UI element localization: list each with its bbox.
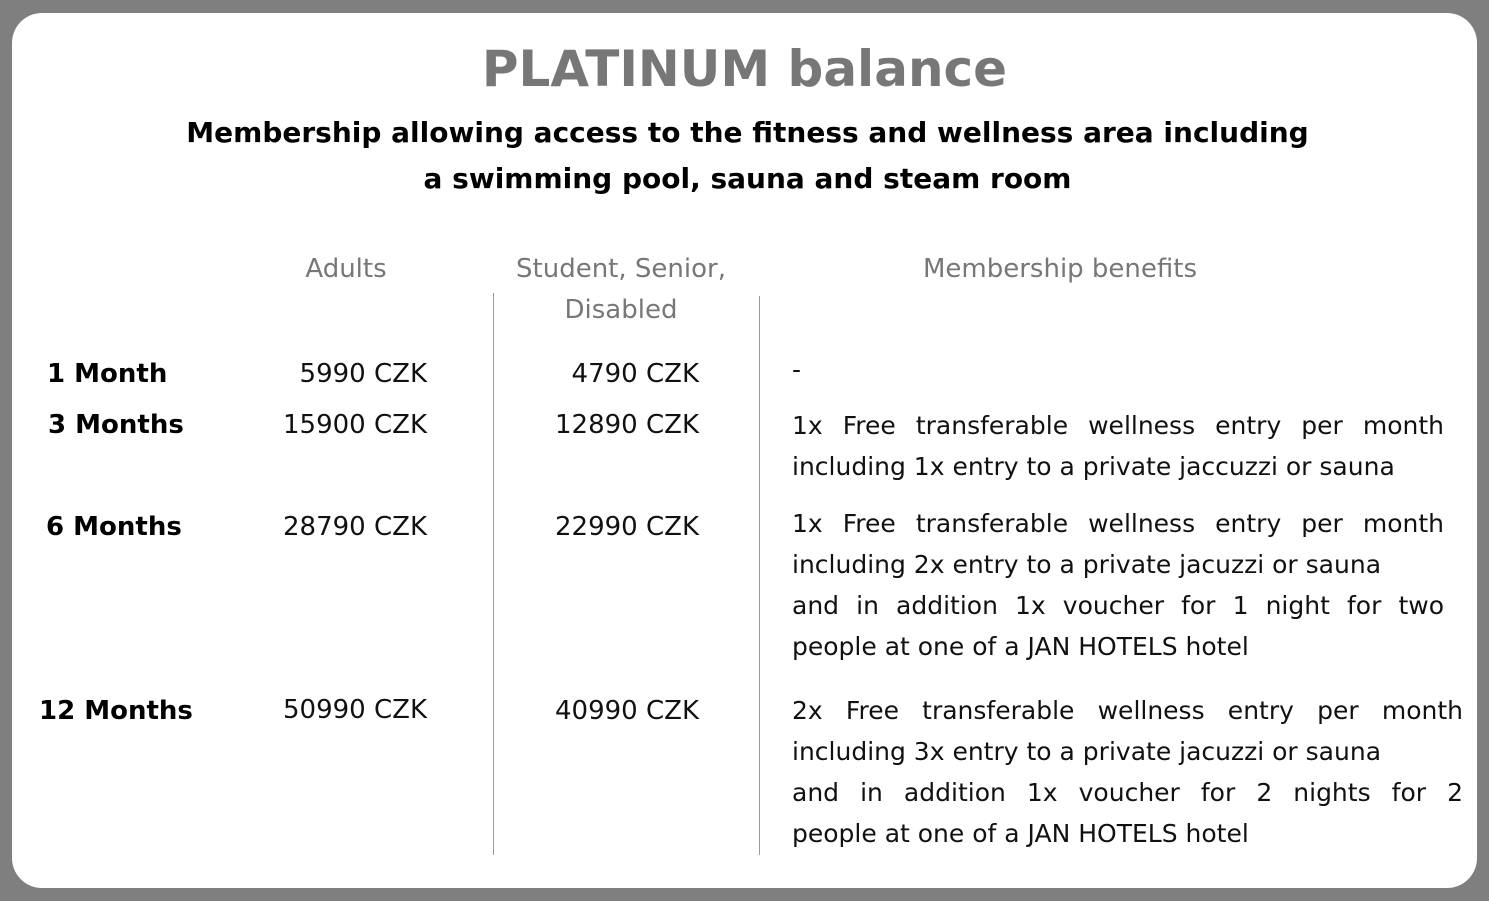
column-divider-2 [759, 296, 760, 855]
price-student-6-months: 22990 CZK [555, 512, 699, 542]
period-1-month: 1 Month [47, 359, 168, 389]
benefits-3-months [792, 405, 1444, 487]
benefit-line: including 2x entry to a private jacuzzi or sauna [792, 550, 1382, 579]
pricing-card [12, 13, 1477, 888]
benefit-line: people at one of a JAN HOTELS hotel [792, 632, 1249, 661]
column-header-student-senior-disabled [490, 249, 752, 331]
column-header-student-line-2: Disabled [564, 295, 678, 325]
benefit-line: and in addition 1x voucher for 2 nights for 2 [792, 778, 1463, 807]
page-title: PLATINUM balance [481, 40, 1008, 98]
price-student-1-month: 4790 CZK [571, 359, 699, 389]
subtitle-line-1: Membership allowing access to the fitness and wellness area including [186, 116, 1309, 149]
benefit-line: including 3x entry to a private jacuzzi or sauna [792, 737, 1382, 766]
price-adults-1-month: 5990 CZK [299, 359, 427, 389]
period-6-months: 6 Months [46, 512, 182, 542]
benefits-12-months [792, 690, 1463, 854]
price-student-3-months: 12890 CZK [555, 410, 699, 440]
column-header-adults: Adults [305, 254, 387, 284]
benefit-line: including 1x entry to a private jaccuzzi or sauna [792, 452, 1395, 481]
benefit-line: - [792, 355, 802, 384]
benefit-line: 1x Free transferable wellness entry per month [792, 411, 1444, 440]
price-adults-12-months: 50990 CZK [283, 695, 427, 725]
column-header-benefits: Membership benefits [922, 254, 1198, 284]
period-3-months: 3 Months [48, 410, 184, 440]
subtitle-line-2: a swimming pool, sauna and steam room [423, 162, 1072, 195]
benefit-line: and in addition 1x voucher for 1 night for two [792, 591, 1444, 620]
column-header-student-line-1: Student, Senior, [516, 254, 726, 284]
benefits-6-months [792, 503, 1444, 667]
benefit-line: people at one of a JAN HOTELS hotel [792, 819, 1249, 848]
price-adults-6-months: 28790 CZK [283, 512, 427, 542]
period-12-months: 12 Months [39, 696, 193, 726]
column-divider-1 [493, 293, 494, 855]
benefits-1-month [792, 349, 1452, 390]
benefit-line: 1x Free transferable wellness entry per month [792, 509, 1444, 538]
price-student-12-months: 40990 CZK [555, 696, 699, 726]
price-adults-3-months: 15900 CZK [283, 410, 427, 440]
benefit-line: 2x Free transferable wellness entry per month [792, 696, 1463, 725]
